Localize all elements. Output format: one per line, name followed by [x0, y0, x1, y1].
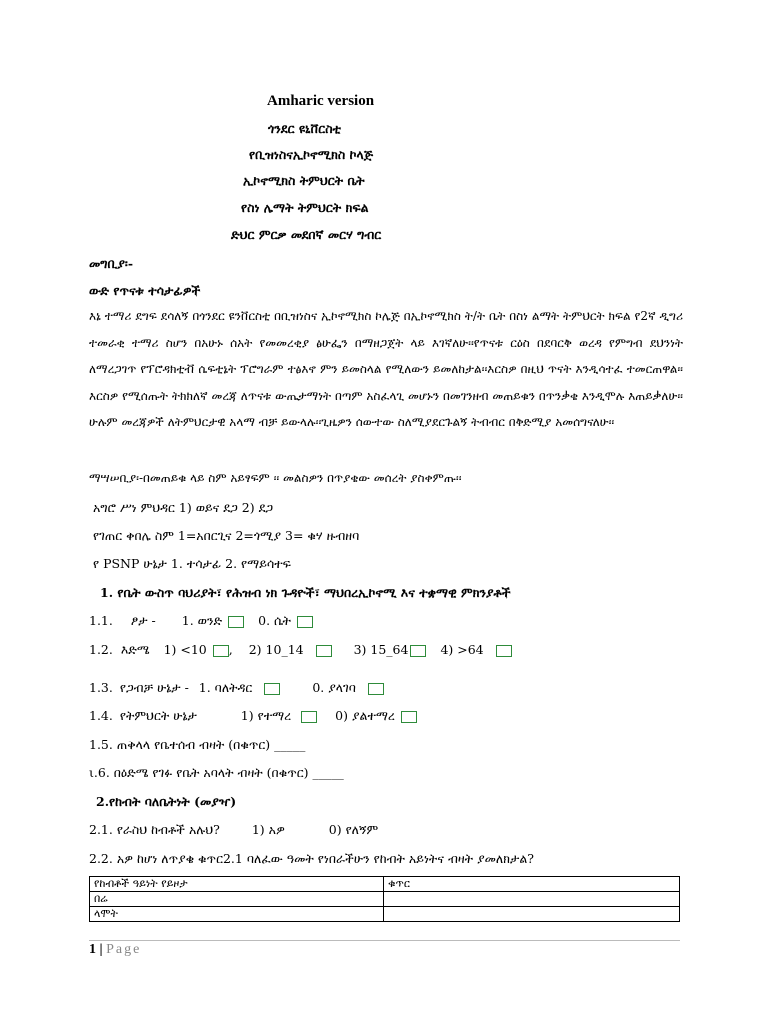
agro-ecology-line: አግሮ ሥነ ምህዳር 1) ወይና ደጋ 2) ደጋ [93, 500, 274, 515]
program-name: ድህር ምርቃ መደበኛ መርሃ ግብር [231, 227, 382, 242]
table-row [90, 892, 680, 907]
page-number: 1 [89, 942, 96, 957]
table-cell-type: ላሞት [90, 907, 384, 922]
q1-6-elderly-members: ι.6. በዕድሜ የገፉ የቤት አባላት ብዛት (በቁጥር) _____ [89, 765, 344, 780]
q1-2-number: 1.2. [89, 642, 113, 657]
table-cell-type: በሬ [90, 892, 384, 907]
q1-3-option-married: 1. ባለትዳር [198, 680, 253, 695]
table-header-row [90, 877, 680, 892]
q2-1-label: 2.1. የራስህ ከብቶች አሉህ? [89, 822, 220, 837]
q1-4-number: 1.4. [89, 708, 113, 723]
footer-divider [89, 940, 680, 941]
checkbox-age-15-64[interactable] [410, 645, 426, 657]
q1-1-row [89, 613, 313, 629]
page-separator: | [96, 942, 107, 957]
q2-2-question: 2.2. አዎ ከሆነ ለጥያቄ ቁጥር2.1 ባለፈው ዓመት የነበራችሁን የከብት አይነትና ብዛት ያመለክታል? [89, 851, 534, 866]
q1-2-option-3: 3) 15_64 [353, 642, 409, 657]
table-row [90, 907, 680, 922]
checkbox-female[interactable] [297, 616, 313, 628]
page-footer [89, 942, 141, 958]
checkbox-male[interactable] [228, 616, 244, 628]
q1-3-label: የጋብቻ ሁኔታ - [119, 680, 189, 695]
q2-1-option-yes: 1) አዎ [251, 822, 285, 837]
livestock-table [89, 876, 680, 922]
intro-heading: መግቢያ፡- [89, 256, 134, 271]
page-word: Page [106, 942, 142, 957]
college-name: የቢዝነስናኢኮኖሚክስ ኮላጅ [249, 147, 374, 162]
department-name: የስነ ሌማት ትምህርት ክፍል [241, 200, 369, 215]
q1-1-option-male: 1. ወንድ [181, 613, 223, 628]
q1-2-label: እድሜ [120, 642, 150, 657]
kebele-name-line: የገጠር ቀበሌ ስም 1=አበርጊና 2=ጎሚያ 3= ቁሃ ዙብዘባ [93, 528, 360, 543]
q1-4-row [89, 708, 417, 724]
checkbox-age-over-64[interactable] [496, 645, 512, 657]
university-name: ጎንደር ዩኒቨርስቲ [268, 121, 341, 136]
q1-1-label: ፆታ - [130, 613, 156, 628]
intro-greeting: ውድ የጥናቱ ተሳታፊዎች [89, 283, 201, 298]
checkbox-age-10-14[interactable] [316, 645, 332, 657]
checkbox-unmarried[interactable] [368, 683, 384, 695]
intro-paragraph: እኔ ተማሪ ደግፍ ደሳለኝ በጎንደር ዩንቨርስቲ በቢዝነስና ኢኮኖሚክስ ኮሌጅ በኢኮኖሚክስ ት/ት ቤት በስነ ልማት ትምህርት ክፍል የ2ኛ ዲግሪ ተመራቂ ተማሪ ስሆን በአሁኑ ሰአት የመመረቂያ ፅሁፌን በማዘጋጀት ላይ እገኛለሁ፡፡የጥናቱ ርዕስ በደባርቅ ወረዳ የምግብ ደህንነት ለማረጋገጥ የፕሮዳክቲቭ ሴፍቲኔት ፕሮግራም ተፅእኖ ምን ይመስላል የሚለውን ይመለከታል፡፡እርስዎ በዚህ ጥናት እንዲሳተፈ ተመርጠዋል፡፡እርስዎ የሚሰጡት ትክክለኛ መረጃ ለጥናቱ ውጤታማነት በጣም አስፈላጊ መሆኑን በመገንዘብ መጠይቁን በጥንቃቄ እንዲሞሉ እጠይቃለሁ፡፡ሁሉም መረጃዎች ለትምህርታዊ አላማ ብቻ ይውላሉ፡፡ጊዜዎን ሰውተው ስለሚያደርጉልኝ ትብብር በቅድሚያ አመሰግናለሁ፡፡ [89, 309, 683, 429]
q1-4-option-educated: 1) የተማረ [240, 708, 292, 723]
document-title: Amharic version [267, 93, 375, 109]
q1-3-number: 1.3. [89, 680, 113, 695]
q1-2-option-2: 2) 10_14 [248, 642, 304, 657]
checkbox-married[interactable] [264, 683, 280, 695]
q2-1-option-no: 0) የለኝም [328, 822, 379, 837]
section2-title: 2.የከብት ባለቤትነት (መያዣ) [96, 794, 237, 809]
table-header-number: ቁጥር [384, 877, 680, 892]
q1-1-option-female: 0. ሴት [258, 613, 291, 628]
q1-4-label: የትምህርት ሁኔታ [119, 708, 197, 723]
checkbox-age-under-10[interactable] [213, 645, 229, 657]
q1-5-household-size: 1.5. ጠቅላላ የቤተሰብ ብዛት (በቁጥር) _____ [89, 737, 306, 752]
q1-3-row [89, 680, 384, 696]
q1-1-number: 1.1. [89, 613, 113, 628]
section1-title: 1. የቤት ውስጥ ባህሪያት፣ የሕዝብ ነክ ጉዳዮች፣ ማህበረኢኮኖሚ እና ተቋማዊ ምክንያቶች [100, 585, 511, 600]
q1-3-option-unmarried: 0. ያላገባ [312, 680, 356, 695]
school-name: ኢኮኖሚክስ ትምህርት ቤት [243, 173, 365, 188]
psnp-status-line: የ PSNP ሁኔታ 1. ተሳታፊ 2. የማይሳተፍ [93, 556, 291, 571]
q1-2-option-4: 4) >64 [440, 642, 484, 657]
q1-2-option-1: 1) <10 [163, 642, 207, 657]
q1-2-separator: , [228, 642, 233, 657]
table-cell-number[interactable] [384, 907, 680, 922]
table-cell-number[interactable] [384, 892, 680, 907]
checkbox-uneducated[interactable] [401, 711, 417, 723]
instruction-note: ማሣሠቢያ፡-በመጠይቁ ላይ ስም አይፃፍም ፡፡ መልስዎን በጥያቄው መሰረት ያስቀምጡ፡፡ [89, 471, 462, 485]
q1-2-row [89, 642, 512, 658]
q1-4-option-uneducated: 0) ያልተማረ [335, 708, 395, 723]
q2-1-row [89, 822, 378, 838]
table-header-type: የከብቶች ዓይነት የይዞታ [90, 877, 384, 892]
checkbox-educated[interactable] [301, 711, 317, 723]
